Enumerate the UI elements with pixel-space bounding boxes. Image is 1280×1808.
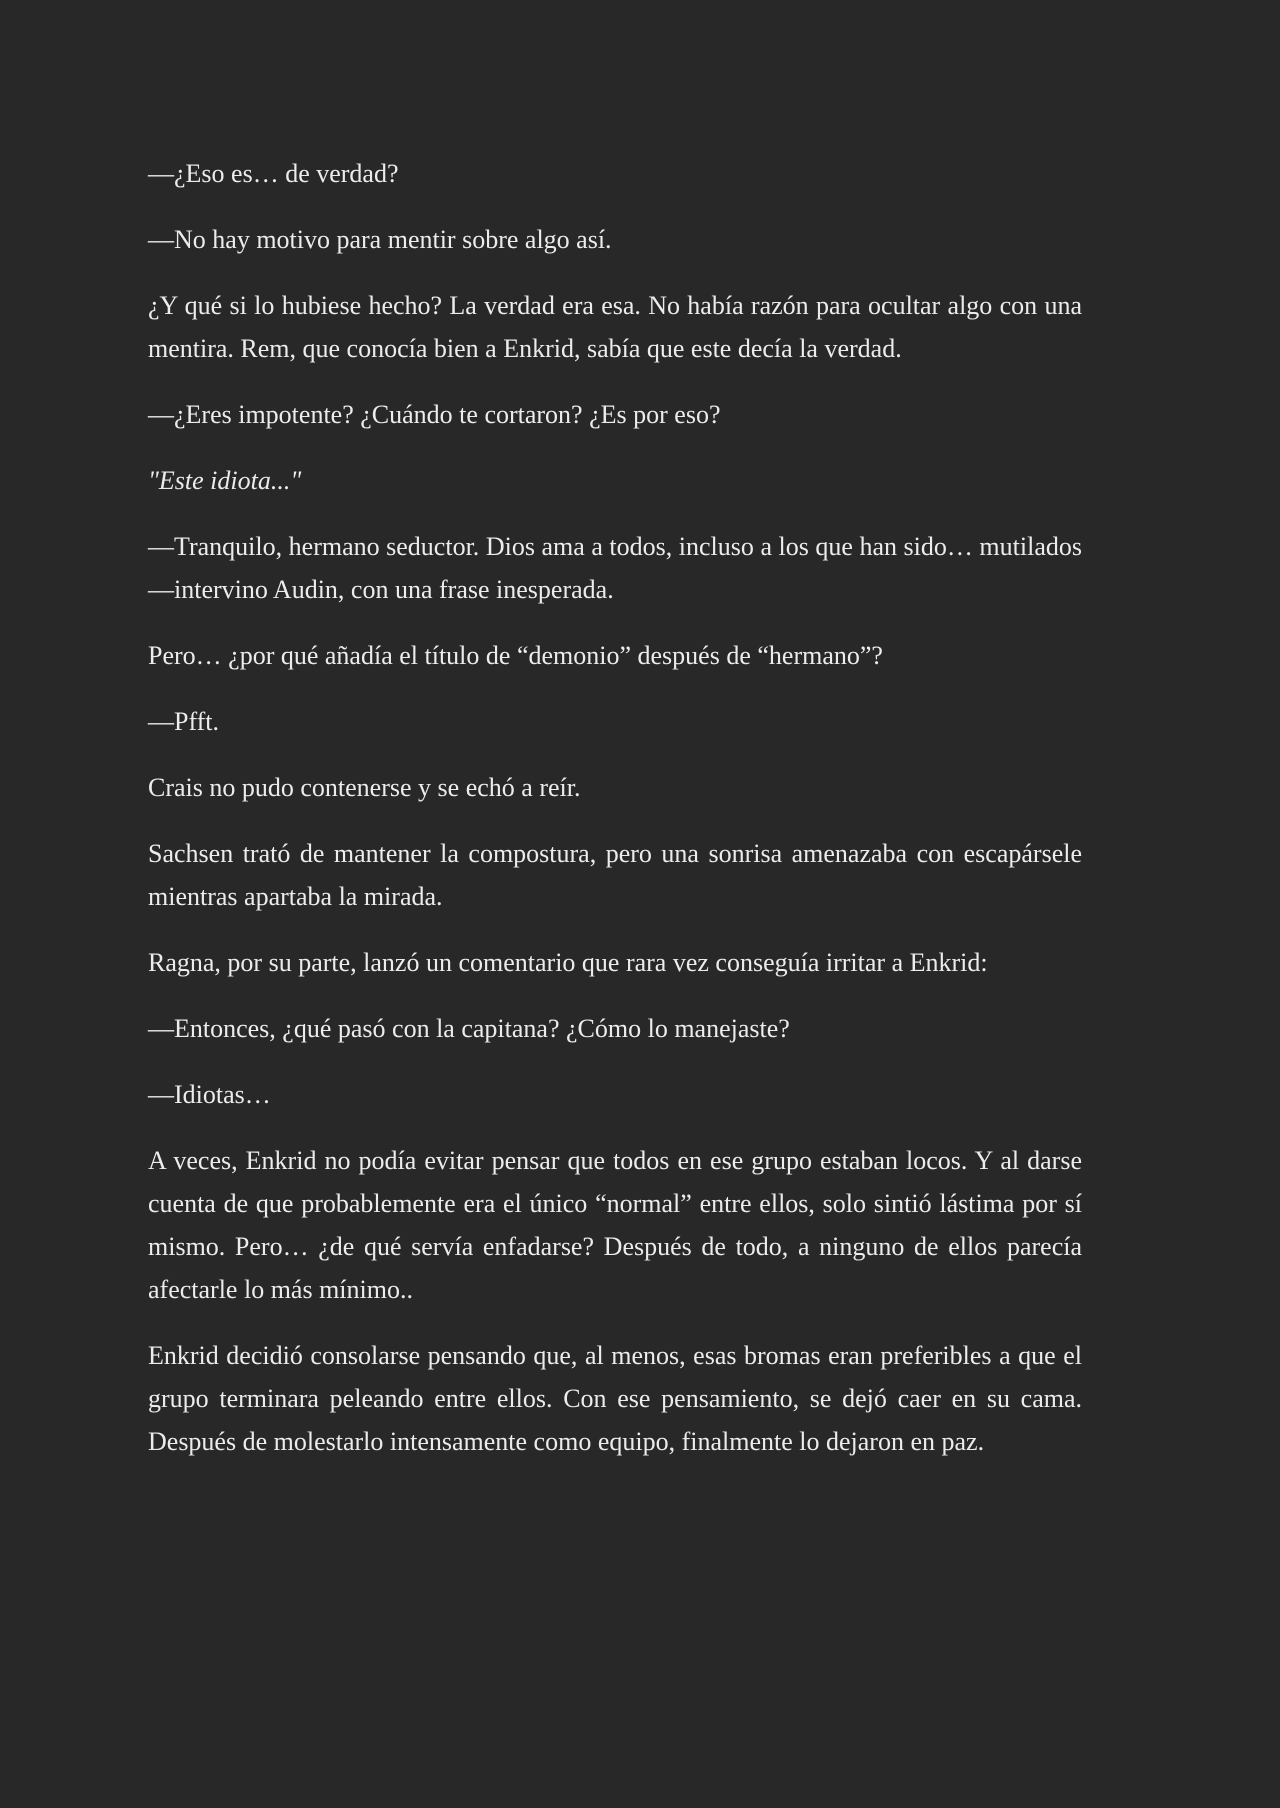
paragraph: Enkrid decidió consolarse pensando que, al menos, esas bromas eran preferibles a que el grupo terminara peleando entre ellos. Con ese pensamiento, se dejó caer en su cama. Después de molestarlo intensamente como equipo, finalmente lo dejaron en paz. xyxy=(148,1341,1082,1456)
paragraph: —Pfft. xyxy=(148,707,220,736)
paragraph: A veces, Enkrid no podía evitar pensar que todos en ese grupo estaban locos. Y al darse cuenta de que probablemente era el único “normal” entre ellos, solo sintió lástima por sí mismo. Pero… ¿de qué servía enfadarse? Después de todo, a ninguno de ellos parecía afectarle lo más mínimo.. xyxy=(148,1146,1082,1304)
paragraph-italic-thought: "Este idiota..." xyxy=(148,466,302,495)
paragraph: —No hay motivo para mentir sobre algo así. xyxy=(148,225,612,254)
paragraph: Sachsen trató de mantener la compostura, pero una sonrisa amenazaba con escapársele mientras apartaba la mirada. xyxy=(148,839,1082,911)
paragraph: —¿Eso es… de verdad? xyxy=(148,159,399,188)
paragraph: —Idiotas… xyxy=(148,1080,271,1109)
chapter-text xyxy=(148,152,1082,1486)
paragraph: ¿Y qué si lo hubiese hecho? La verdad era esa. No había razón para ocultar algo con una mentira. Rem, que conocía bien a Enkrid, sabía que este decía la verdad. xyxy=(148,291,1082,363)
paragraph: —Tranquilo, hermano seductor. Dios ama a todos, incluso a los que han sido… mutilados —intervino Audin, con una frase inesperada. xyxy=(148,532,1082,604)
paragraph: —¿Eres impotente? ¿Cuándo te cortaron? ¿Es por eso? xyxy=(148,400,721,429)
paragraph: Crais no pudo contenerse y se echó a reír. xyxy=(148,773,581,802)
paragraph: Pero… ¿por qué añadía el título de “demonio” después de “hermano”? xyxy=(148,641,883,670)
paragraph: Ragna, por su parte, lanzó un comentario que rara vez conseguía irritar a Enkrid: xyxy=(148,948,988,977)
paragraph: —Entonces, ¿qué pasó con la capitana? ¿Cómo lo manejaste? xyxy=(148,1014,790,1043)
